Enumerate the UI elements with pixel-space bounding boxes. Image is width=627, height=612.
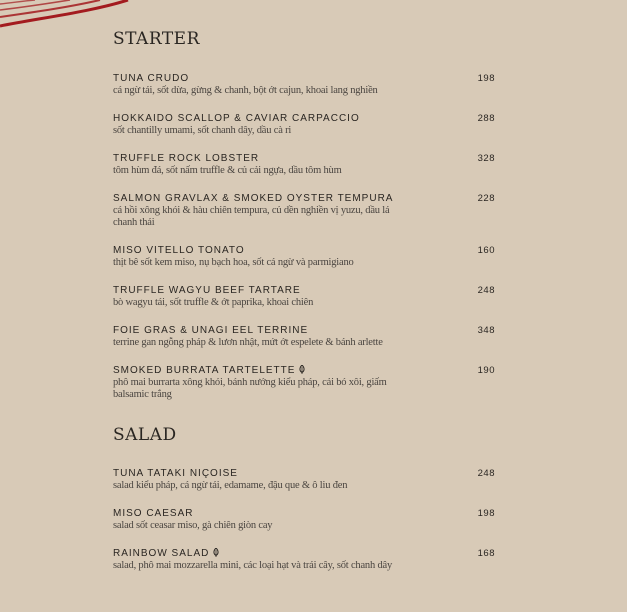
item-price: 160 xyxy=(477,245,495,256)
item-name: FOIE GRAS & UNAGI EEL TERRINE xyxy=(113,325,309,336)
menu-item xyxy=(113,73,495,97)
item-price: 190 xyxy=(477,365,495,376)
item-name: TUNA TATAKI NIÇOISE xyxy=(113,468,238,479)
menu-item xyxy=(113,468,495,492)
item-name: MISO VITELLO TONATO xyxy=(113,245,245,256)
item-price: 228 xyxy=(477,193,495,204)
item-price: 168 xyxy=(477,548,495,559)
menu-item xyxy=(113,193,495,229)
menu-item xyxy=(113,548,495,572)
item-name: SMOKED BURRATA TARTELETTE xyxy=(113,365,296,376)
item-description: cá hồi xông khói & hàu chiên tempura, củ dền nghiền vị yuzu, dầu lá chanh thái xyxy=(113,205,390,228)
leaf-icon xyxy=(299,365,305,374)
item-description: salad kiểu pháp, cá ngừ tái, edamame, đậu que & ô liu đen xyxy=(113,480,348,491)
menu-item xyxy=(113,113,495,137)
item-price: 288 xyxy=(477,113,495,124)
item-description: salad, phô mai mozzarella mini, các loại hạt và trái cây, sốt chanh dây xyxy=(113,560,393,571)
brush-stroke-decoration xyxy=(0,0,140,32)
item-description: terrine gan ngỗng pháp & lươn nhật, mứt ớt espelete & bánh arlette xyxy=(113,337,383,348)
section-title-starter: STARTER xyxy=(113,29,200,49)
item-name: RAINBOW SALAD xyxy=(113,548,210,559)
menu-item xyxy=(113,245,495,269)
item-name: SALMON GRAVLAX & SMOKED OYSTER TEMPURA xyxy=(113,193,394,204)
item-description: tôm hùm đá, sốt nấm truffle & củ cải ngựa, dầu tôm hùm xyxy=(113,165,342,176)
item-name: HOKKAIDO SCALLOP & CAVIAR CARPACCIO xyxy=(113,113,360,124)
item-name-row xyxy=(113,365,495,377)
item-name: TUNA CRUDO xyxy=(113,73,190,84)
menu-item xyxy=(113,365,495,401)
section-title-salad: SALAD xyxy=(113,425,177,445)
item-name: MISO CAESAR xyxy=(113,508,194,519)
item-price: 198 xyxy=(477,508,495,519)
menu-item xyxy=(113,325,495,349)
item-description: cá ngừ tái, sốt dừa, gừng & chanh, bột ớt cajun, khoai lang nghiền xyxy=(113,85,378,96)
leaf-icon xyxy=(213,548,219,557)
item-description: thịt bê sốt kem miso, nụ bạch hoa, sốt cá ngừ và parmigiano xyxy=(113,257,354,268)
item-price: 198 xyxy=(477,73,495,84)
item-price: 248 xyxy=(477,285,495,296)
item-description: salad sốt ceasar miso, gà chiên giòn cay xyxy=(113,520,273,531)
item-description: bò wagyu tái, sốt truffle & ớt paprika, khoai chiên xyxy=(113,297,314,308)
menu-item xyxy=(113,508,495,532)
menu-item xyxy=(113,285,495,309)
item-price: 348 xyxy=(477,325,495,336)
item-price: 328 xyxy=(477,153,495,164)
item-price: 248 xyxy=(477,468,495,479)
item-name: TRUFFLE ROCK LOBSTER xyxy=(113,153,260,164)
item-description: phô mai burrarta xông khói, bánh nướng kiểu pháp, cải bó xôi, giấm balsamic trắng xyxy=(113,377,387,400)
item-name: TRUFFLE WAGYU BEEF TARTARE xyxy=(113,285,301,296)
item-description: sốt chantilly umami, sốt chanh dây, dầu cà ri xyxy=(113,125,292,136)
item-name-row xyxy=(113,548,495,560)
menu-item xyxy=(113,153,495,177)
